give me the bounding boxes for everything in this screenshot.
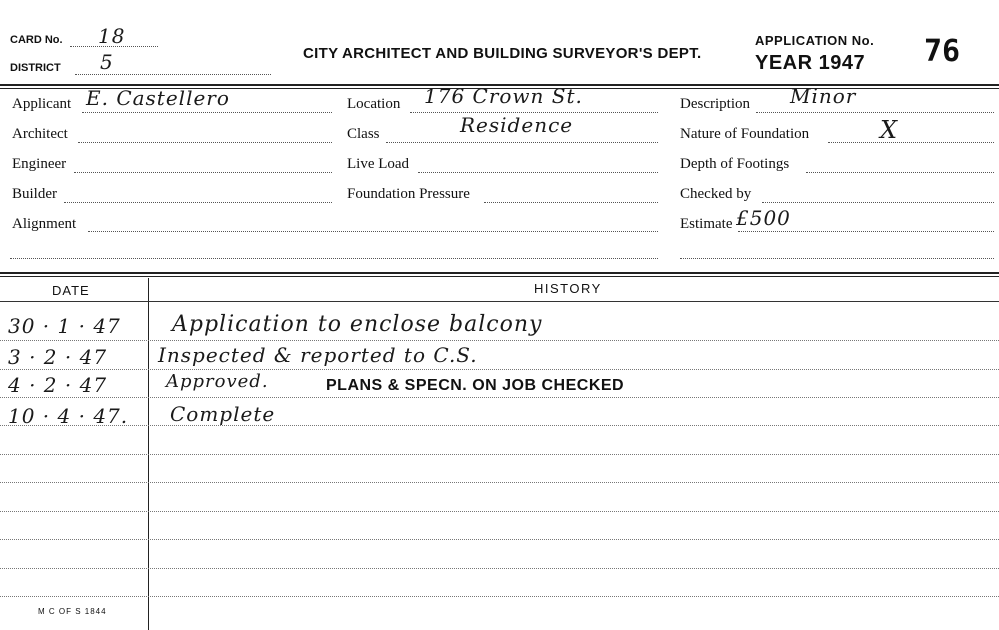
engineer-line bbox=[74, 172, 332, 173]
history-header: HISTORY bbox=[534, 281, 602, 296]
foundation-pressure-label: Foundation Pressure bbox=[347, 186, 470, 202]
applicant-line bbox=[82, 112, 332, 113]
architect-line bbox=[78, 142, 332, 143]
architect-label: Architect bbox=[12, 126, 68, 142]
district-value: 5 bbox=[100, 50, 114, 74]
class-label: Class bbox=[347, 126, 380, 142]
history-date: 30 · 1 · 47 bbox=[8, 314, 121, 338]
location-value: 176 Crown St. bbox=[424, 84, 583, 108]
history-line bbox=[0, 482, 999, 483]
class-line bbox=[386, 142, 658, 143]
estimate-value: £500 bbox=[736, 206, 791, 230]
history-rule-inner bbox=[0, 276, 999, 277]
nature-value: X bbox=[880, 116, 899, 144]
history-line bbox=[0, 568, 999, 569]
estimate-line bbox=[738, 231, 994, 232]
history-entry: Approved. bbox=[166, 371, 269, 392]
history-line bbox=[0, 596, 999, 597]
history-line bbox=[0, 511, 999, 512]
live-load-label: Live Load bbox=[347, 156, 410, 172]
live-load-line bbox=[418, 172, 658, 173]
location-label: Location bbox=[347, 96, 401, 112]
builder-line bbox=[64, 202, 332, 203]
history-line bbox=[0, 454, 999, 455]
description-value: Minor bbox=[790, 84, 857, 108]
history-line bbox=[0, 425, 999, 426]
foundation-pressure-line bbox=[484, 202, 658, 203]
checked-label: Checked by bbox=[680, 186, 752, 202]
header-underline bbox=[0, 301, 999, 302]
history-line bbox=[0, 369, 999, 370]
history-entry: Inspected & reported to C.S. bbox=[158, 343, 478, 367]
print-code: M C OF S 1844 bbox=[38, 607, 107, 616]
nature-line bbox=[828, 142, 994, 143]
year-label: YEAR 1947 bbox=[755, 52, 866, 74]
dept-title: CITY ARCHITECT AND BUILDING SURVEYOR'S DEPT. bbox=[303, 45, 702, 62]
district-label: DISTRICT bbox=[10, 62, 61, 74]
spare-line-left bbox=[10, 258, 658, 259]
depth-label: Depth of Footings bbox=[680, 156, 790, 172]
district-line bbox=[75, 74, 271, 75]
history-rule bbox=[0, 272, 999, 274]
estimate-label: Estimate bbox=[680, 216, 733, 232]
history-line bbox=[0, 340, 999, 341]
description-line bbox=[756, 112, 994, 113]
card-no-label: CARD No. bbox=[10, 34, 63, 46]
history-line bbox=[0, 397, 999, 398]
alignment-label: Alignment bbox=[12, 216, 77, 232]
job-checked-stamp: PLANS & SPECN. ON JOB CHECKED bbox=[326, 377, 625, 394]
history-entry: Complete bbox=[170, 402, 276, 426]
class-value: Residence bbox=[460, 113, 574, 137]
history-date: 10 · 4 · 47. bbox=[8, 404, 129, 428]
builder-label: Builder bbox=[12, 186, 57, 202]
alignment-line bbox=[88, 231, 658, 232]
application-number: 76 bbox=[924, 34, 961, 69]
depth-line bbox=[806, 172, 994, 173]
date-header: DATE bbox=[52, 283, 90, 298]
applicant-value: E. Castellero bbox=[86, 86, 230, 110]
history-date: 3 · 2 · 47 bbox=[8, 345, 108, 369]
application-label: APPLICATION No. bbox=[755, 33, 875, 48]
engineer-label: Engineer bbox=[12, 156, 67, 172]
history-date: 4 · 2 · 47 bbox=[8, 373, 108, 397]
history-entry: Application to enclose balcony bbox=[172, 312, 543, 337]
description-label: Description bbox=[680, 96, 750, 112]
checked-line bbox=[762, 202, 994, 203]
applicant-label: Applicant bbox=[12, 96, 72, 112]
nature-label: Nature of Foundation bbox=[680, 126, 810, 142]
spare-line-right bbox=[680, 258, 994, 259]
history-line bbox=[0, 539, 999, 540]
card-no-value: 18 bbox=[98, 24, 126, 48]
